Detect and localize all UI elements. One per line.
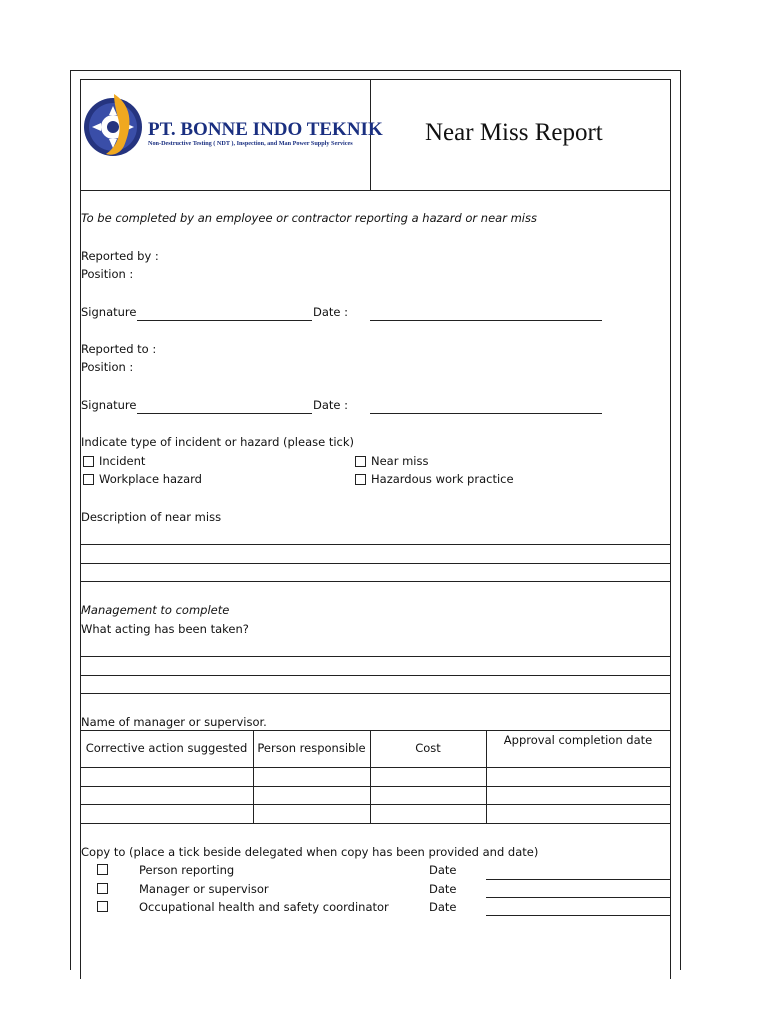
copy-manager-label: Manager or supervisor: [139, 882, 269, 896]
near-miss-checkbox[interactable]: [355, 456, 366, 467]
reporter-date-label: Date :: [313, 305, 349, 319]
recipient-position-label: Position :: [81, 360, 134, 374]
reporter-position-label: Position :: [81, 267, 134, 281]
copy-person-reporting-date-line[interactable]: [486, 879, 671, 880]
recipient-date-label: Date :: [313, 398, 349, 412]
description-line-2[interactable]: [80, 563, 671, 564]
recipient-signature-label: Signature: [81, 398, 137, 412]
copy-ohs-coordinator-label: Occupational health and safety coordinator: [139, 900, 389, 914]
reporter-signature-line[interactable]: [137, 320, 312, 321]
description-label: Description of near miss: [81, 510, 222, 524]
reported-to-label: Reported to :: [81, 342, 157, 356]
table-header-cost: Cost: [415, 741, 441, 755]
hazardous-practice-checkbox[interactable]: [355, 474, 366, 485]
copy-person-reporting-checkbox[interactable]: [97, 864, 108, 875]
page-title: Near Miss Report: [425, 119, 603, 146]
copy-ohs-coordinator-checkbox[interactable]: [97, 901, 108, 912]
header-bottom-rule: [80, 190, 671, 191]
workplace-hazard-option-label: Workplace hazard: [99, 472, 202, 486]
recipient-signature-line[interactable]: [137, 413, 312, 414]
incident-type-prompt: Indicate type of incident or hazard (please tick): [81, 435, 355, 449]
workplace-hazard-checkbox[interactable]: [83, 474, 94, 485]
company-name: PT. BONNE INDO TEKNIK: [148, 119, 383, 140]
recipient-date-line[interactable]: [370, 413, 602, 414]
table-row-rule-2: [80, 804, 671, 805]
hazardous-practice-option-label: Hazardous work practice: [371, 472, 514, 486]
table-header-approval-date: Approval completion date: [503, 733, 653, 747]
copy-manager-date-line[interactable]: [486, 897, 671, 898]
action-line-2[interactable]: [80, 675, 671, 676]
intro-text: To be completed by an employee or contractor reporting a hazard or near miss: [81, 211, 537, 225]
copy-manager-date-label: Date: [429, 882, 457, 896]
table-header-corrective-action: Corrective action suggested: [85, 741, 248, 755]
management-heading: Management to complete: [81, 603, 230, 617]
table-header-person-responsible: Person responsible: [257, 741, 366, 755]
copy-ohs-coordinator-date-line[interactable]: [486, 915, 671, 916]
description-line-1[interactable]: [80, 544, 671, 545]
manager-name-label: Name of manager or supervisor.: [81, 715, 267, 729]
action-taken-question: What acting has been taken?: [81, 622, 249, 636]
table-col-divider-3: [486, 730, 487, 823]
reported-by-label: Reported by :: [81, 249, 159, 263]
description-line-3[interactable]: [80, 581, 671, 582]
table-row-rule-1: [80, 786, 671, 787]
company-tagline: Non-Destructive Testing ( NDT ), Inspection, and Man Power Supply Services: [148, 140, 353, 147]
action-line-1[interactable]: [80, 656, 671, 657]
table-bottom-rule: [80, 823, 671, 824]
copy-manager-checkbox[interactable]: [97, 883, 108, 894]
incident-checkbox[interactable]: [83, 456, 94, 467]
copy-ohs-coordinator-date-label: Date: [429, 900, 457, 914]
action-line-3[interactable]: [80, 693, 671, 694]
reporter-date-line[interactable]: [370, 320, 602, 321]
copy-to-prompt: Copy to (place a tick beside delegated when copy has been provided and date): [81, 845, 539, 859]
incident-option-label: Incident: [99, 454, 146, 468]
near-miss-option-label: Near miss: [371, 454, 429, 468]
table-header-rule: [80, 767, 671, 768]
copy-person-reporting-date-label: Date: [429, 863, 457, 877]
copy-person-reporting-label: Person reporting: [139, 863, 235, 877]
reporter-signature-label: Signature: [81, 305, 137, 319]
company-logo-icon: [84, 92, 146, 158]
